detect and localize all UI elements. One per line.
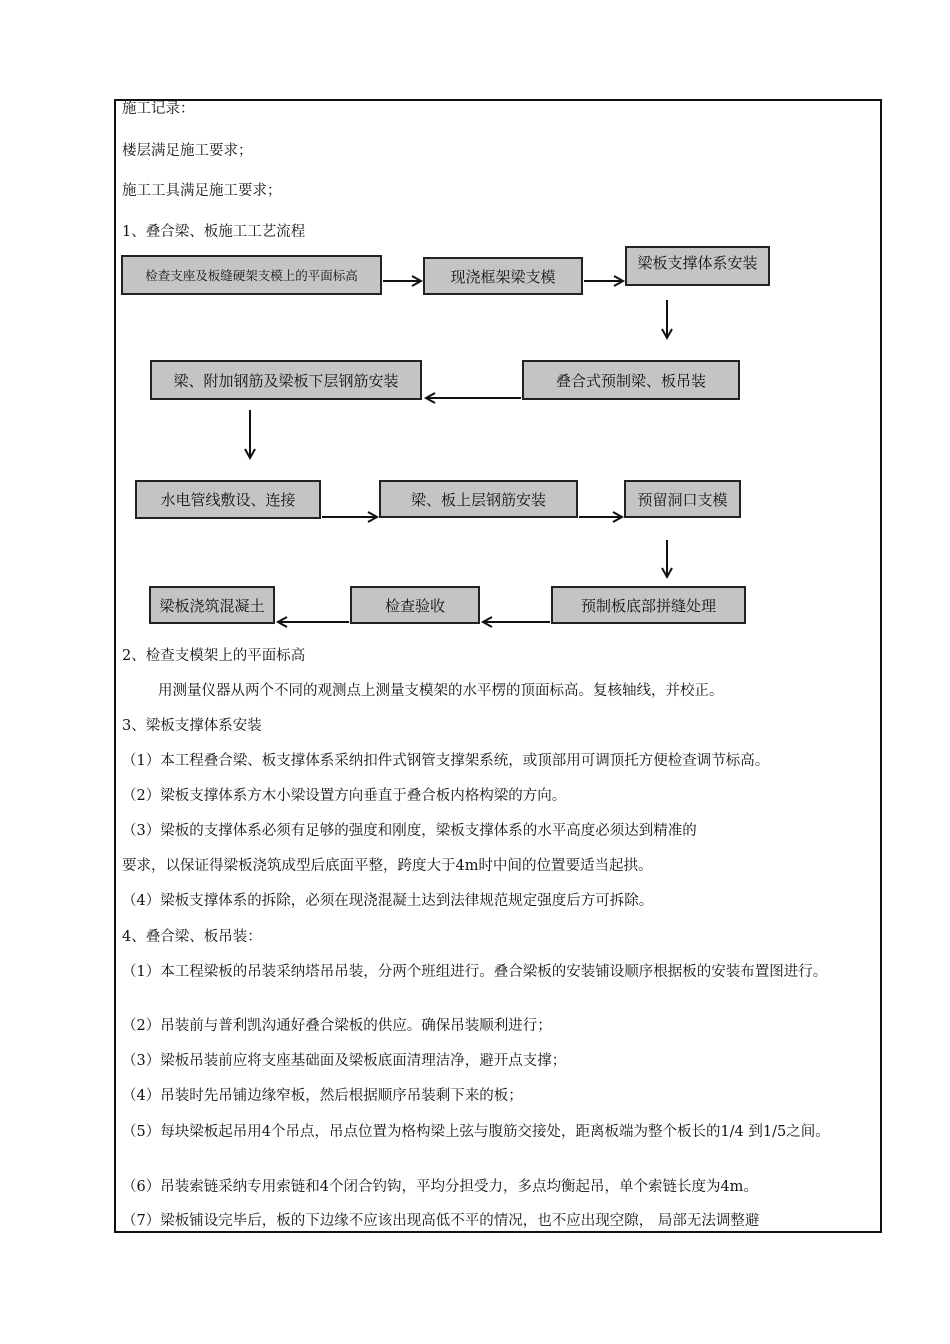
- flow-box-reserved-opening: 预留洞口支模: [624, 480, 741, 518]
- section4-item-6: （6）吊装索链采纳专用索链和4个闭合钓钩，平均分担受力，多点均衡起吊，单个索链长度为4m。: [122, 1179, 758, 1195]
- flow-arrow-7: [579, 512, 622, 522]
- section3-item-2: （2）梁板支撑体系方木小梁设置方向垂直于叠合板内格构梁的方向。: [122, 788, 567, 804]
- section4-item-2: （2）吊装前与普利凯沟通好叠合梁板的供应。确保吊装顺利进行；: [122, 1018, 552, 1034]
- section4-title: 4、叠合梁、板吊装：: [122, 929, 262, 945]
- flow-arrow-9: [483, 617, 550, 627]
- flow-arrow-1: [383, 276, 421, 286]
- section2-text: 用测量仪器从两个不同的观测点上测量支模架的水平楞的顶面标高。复核轴线，并校正。: [158, 683, 724, 699]
- flow-box-inspection: 检查验收: [350, 586, 480, 624]
- flow-arrow-10: [278, 617, 349, 627]
- flow-box-support-system: 梁板支撑体系安装: [625, 246, 770, 286]
- section4-item-3: （3）梁板吊装前应将支座基础面及梁板底面清理洁净，避开点支撑；: [122, 1053, 567, 1069]
- section2-title: 2、检查支模架上的平面标高: [122, 648, 306, 664]
- section4-item-1: （1）本工程梁板的吊装采纳塔吊吊装，分两个班组进行。叠合梁板的安装铺设顺序根据板的安装布置图进行。: [122, 964, 828, 980]
- section4-item-7: （7）梁板铺设完毕后，板的下边缘不应该出现高低不平的情况，也不应出现空隙， 局部无法调整避: [122, 1213, 760, 1229]
- section3-item-3-continued: 要求，以保证得梁板浇筑成型后底面平整，跨度大于4m时中间的位置要适当起拱。: [122, 858, 653, 874]
- flow-arrow-3: [662, 300, 672, 338]
- floor-requirement-text: 楼层满足施工要求；: [122, 143, 253, 159]
- flow-arrow-2: [584, 276, 623, 286]
- section3-item-3: （3）梁板的支撑体系必须有足够的强度和刚度，梁板支撑体系的水平高度必须达到精准的: [122, 823, 697, 839]
- flow-box-mep-lines: 水电管线敷设、连接: [135, 480, 321, 519]
- section3-item-1: （1）本工程叠合梁、板支撑体系采纳扣件式钢管支撑架系统，或顶部用可调顶托方便检查调节标高。: [122, 753, 770, 769]
- flow-box-hoist-precast: 叠合式预制梁、板吊装: [522, 360, 740, 400]
- flow-arrow-5: [245, 410, 255, 458]
- flow-box-rebar-upper: 梁、板上层钢筋安装: [379, 480, 578, 518]
- section3-item-4: （4）梁板支撑体系的拆除，必须在现浇混凝土达到法律规范规定强度后方可拆除。: [122, 893, 654, 909]
- flow-box-cast-frame-formwork: 现浇框架梁支模: [423, 257, 583, 295]
- section4-item-4: （4）吊装时先吊铺边缘窄板，然后根据顺序吊装剩下来的板；: [122, 1088, 523, 1104]
- flow-box-check-elevation: 检查支座及板缝硬架支模上的平面标高: [121, 255, 382, 295]
- flow-box-joint-treatment: 预制板底部拼缝处理: [551, 586, 746, 624]
- flow-box-pour-concrete: 梁板浇筑混凝土: [149, 586, 275, 624]
- section1-title: 1、叠合梁、板施工工艺流程: [122, 224, 306, 240]
- flow-box-rebar-lower: 梁、附加钢筋及梁板下层钢筋安装: [150, 360, 422, 400]
- record-label: 施工记录：: [122, 101, 195, 117]
- section4-item-5: （5）每块梁板起吊用4个吊点，吊点位置为格构梁上弦与腹筋交接处，距离板端为整个板长的1/4 到1/5之间。: [122, 1124, 830, 1140]
- flow-arrow-6: [322, 512, 377, 522]
- flow-arrow-8: [662, 540, 672, 577]
- flow-arrow-4: [426, 393, 521, 403]
- tools-requirement-text: 施工工具满足施工要求；: [122, 183, 282, 199]
- section3-title: 3、梁板支撑体系安装: [122, 718, 262, 734]
